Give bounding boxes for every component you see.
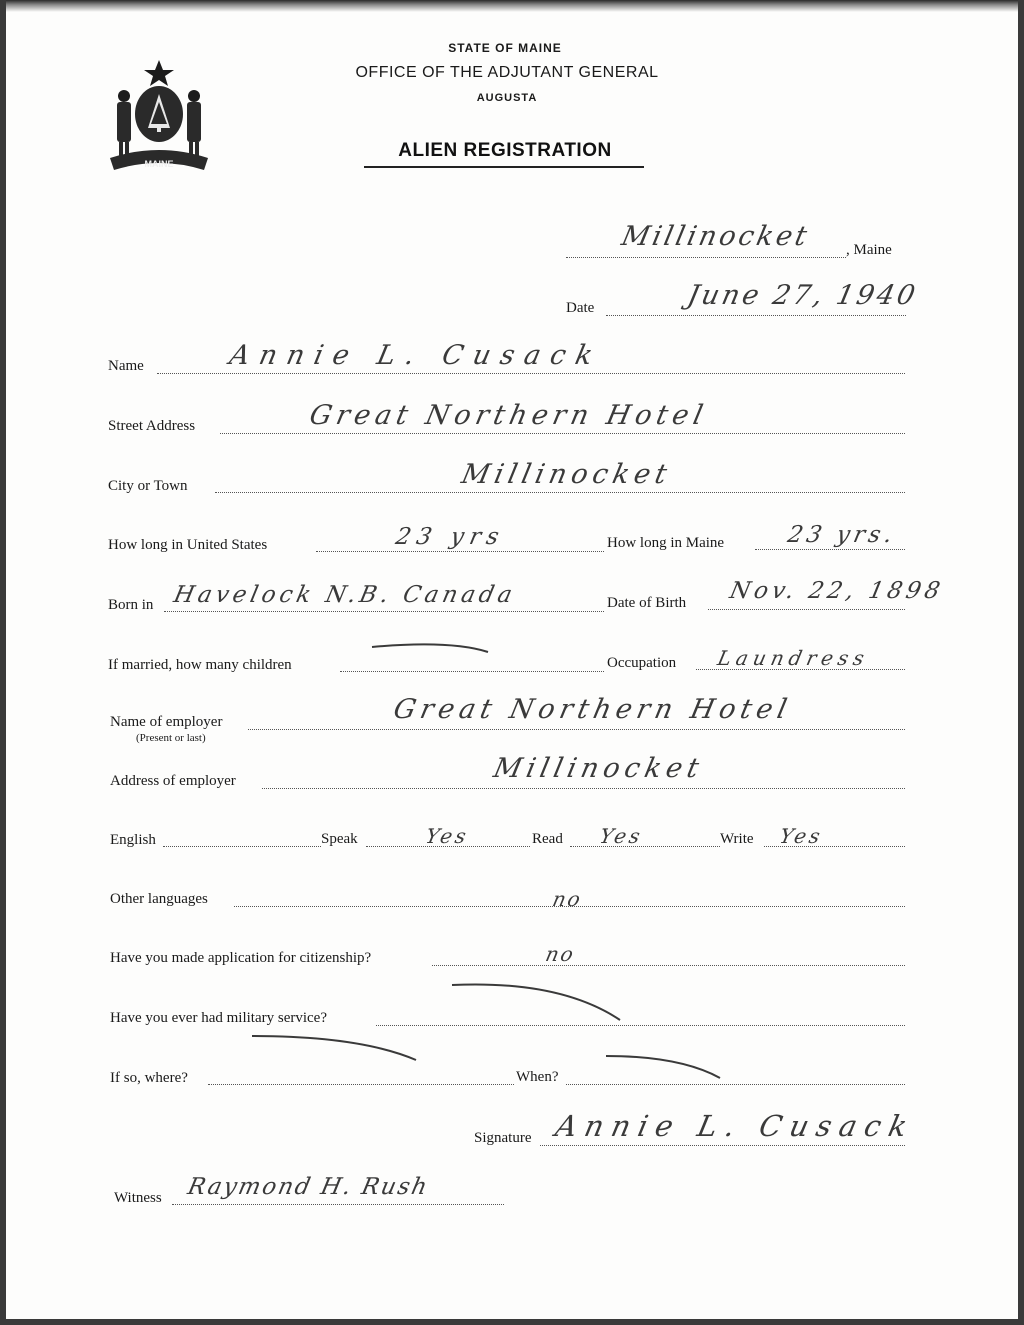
other-languages-value: no xyxy=(550,887,585,911)
seal-banner-text: MAINE xyxy=(144,159,174,169)
scan-border-left xyxy=(0,0,6,1325)
witness-label: Witness xyxy=(114,1190,162,1206)
years-in-us-line xyxy=(316,551,604,552)
years-in-maine-value: 23 yrs. xyxy=(785,522,899,548)
form-title: ALIEN REGISTRATION xyxy=(398,140,612,161)
english-label: English xyxy=(110,832,156,848)
years-in-us-label: How long in United States xyxy=(108,537,268,553)
years-in-us-value: 23 yrs xyxy=(393,524,508,550)
read-line xyxy=(570,846,720,847)
other-languages-label: Other languages xyxy=(110,891,208,907)
title-underline xyxy=(364,166,644,168)
street-address-label: Street Address xyxy=(108,418,196,434)
where-label: If so, where? xyxy=(110,1070,188,1086)
place-value: Millinocket xyxy=(618,221,813,252)
when-line xyxy=(566,1084,905,1085)
children-line xyxy=(340,671,604,672)
date-of-birth-label: Date of Birth xyxy=(607,595,687,611)
citizenship-line xyxy=(432,965,905,966)
write-value: Yes xyxy=(777,824,826,848)
occupation-value: Laundress xyxy=(715,646,872,670)
witness-line xyxy=(172,1204,504,1205)
military-service-label: Have you ever had military service? xyxy=(110,1010,327,1026)
date-line xyxy=(606,315,906,316)
city-value: Millinocket xyxy=(458,459,675,490)
place-line xyxy=(566,257,846,258)
street-address-line xyxy=(220,433,905,434)
witness-value: Raymond H. Rush xyxy=(185,1174,432,1200)
date-value: June 27, 1940 xyxy=(684,280,921,311)
date-of-birth-value: Nov. 22, 1898 xyxy=(727,578,947,604)
place-suffix-label: , Maine xyxy=(846,242,892,258)
employer-label: Name of employer xyxy=(110,714,223,730)
office-heading: OFFICE OF THE ADJUTANT GENERAL xyxy=(355,64,659,81)
military-service-line xyxy=(376,1025,905,1026)
speak-value: Yes xyxy=(423,824,472,848)
signature-label: Signature xyxy=(474,1130,532,1146)
street-address-value: Great Northern Hotel xyxy=(306,400,711,431)
citizenship-value: no xyxy=(543,942,578,966)
when-dash-stroke xyxy=(606,1056,720,1078)
write-label: Write xyxy=(720,831,754,847)
children-dash-stroke xyxy=(372,644,488,652)
city-label: City or Town xyxy=(108,478,188,494)
name-label: Name xyxy=(108,358,144,374)
born-in-line xyxy=(164,611,604,612)
signature-line xyxy=(540,1145,905,1146)
read-value: Yes xyxy=(597,824,646,848)
scan-border-top xyxy=(0,0,1024,12)
employer-address-label: Address of employer xyxy=(110,773,236,789)
scan-border-bottom xyxy=(0,1319,1024,1325)
born-in-value: Havelock N.B. Canada xyxy=(171,582,519,608)
military-dash-stroke xyxy=(452,984,620,1020)
citizenship-label: Have you made application for citizenship? xyxy=(110,950,372,966)
employer-address-value: Millinocket xyxy=(490,753,707,784)
date-of-birth-line xyxy=(708,609,905,610)
date-label: Date xyxy=(566,300,595,316)
employer-value: Great Northern Hotel xyxy=(390,694,795,725)
employer-address-line xyxy=(262,788,905,789)
speak-label: Speak xyxy=(321,831,358,847)
where-line xyxy=(208,1084,514,1085)
years-in-maine-line xyxy=(755,549,905,550)
english-line xyxy=(163,846,321,847)
employer-sublabel: (Present or last) xyxy=(136,732,206,744)
where-dash-stroke xyxy=(252,1036,416,1060)
scan-border-right xyxy=(1018,0,1024,1325)
city-heading: AUGUSTA xyxy=(476,92,538,104)
when-label: When? xyxy=(516,1069,559,1085)
signature-value: Annie L. Cusack xyxy=(552,1109,919,1143)
employer-line xyxy=(248,729,905,730)
name-value: Annie L. Cusack xyxy=(226,340,606,371)
state-heading: STATE OF MAINE xyxy=(448,41,562,55)
children-label: If married, how many children xyxy=(108,657,292,673)
born-in-label: Born in xyxy=(108,597,154,613)
read-label: Read xyxy=(532,831,563,847)
name-line xyxy=(157,373,905,374)
years-in-maine-label: How long in Maine xyxy=(607,535,725,551)
city-line xyxy=(215,492,905,493)
occupation-label: Occupation xyxy=(607,655,677,671)
